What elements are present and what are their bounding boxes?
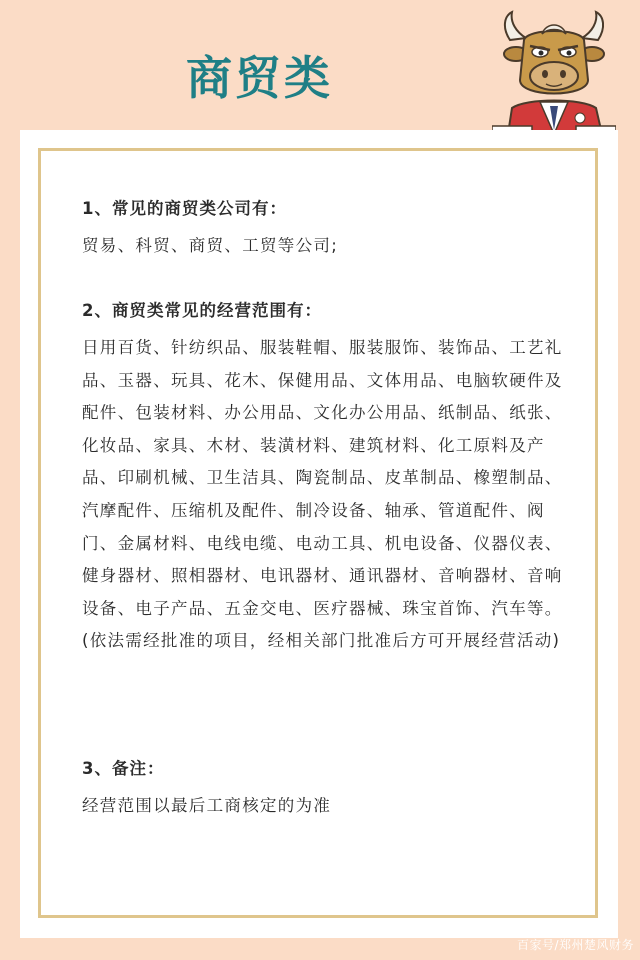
section-heading: 3、备注：: [82, 759, 165, 778]
section-common-companies: [82, 198, 572, 263]
watermark-text: 百家号/郑州楚风财务: [516, 938, 634, 952]
section-heading: 1、常见的商贸类公司有：: [82, 199, 287, 218]
section-body: 贸易、科贸、商贸、工贸等公司;: [82, 236, 339, 255]
section-business-scope: [82, 300, 572, 658]
bull-mascot-icon: [492, 10, 616, 134]
section-heading: 2、商贸类常见的经营范围有：: [82, 301, 322, 320]
section-body: 经营范围以最后工商核定的为准: [82, 796, 332, 815]
section-body: 日用百货、针纺织品、服装鞋帽、服装服饰、装饰品、工艺礼品、玉器、玩具、花木、保健用品、文体用品、电脑软硬件及配件、包装材料、办公用品、文化办公用品、纸制品、纸张、化妆品、家具、木材、装潢材料、建筑材料、化工原料及产品、印刷机械、卫生洁具、陶瓷制品、皮革制品、橡塑制品、汽摩配件、压缩机及配件、制冷设备、轴承、管道配件、阀门、金属材料、电线电缆、电动工具、机电设备、仪器仪表、健身器材、照相器材、电讯器材、通讯器材、音响器材、音响设备、电子产品、五金交电、医疗器械、珠宝首饰、汽车等。(依法需经批准的项目，经相关部门批准后方可开展经营活动): [82, 338, 563, 651]
section-remarks: [82, 758, 572, 823]
page-title: 商贸类: [186, 51, 333, 105]
